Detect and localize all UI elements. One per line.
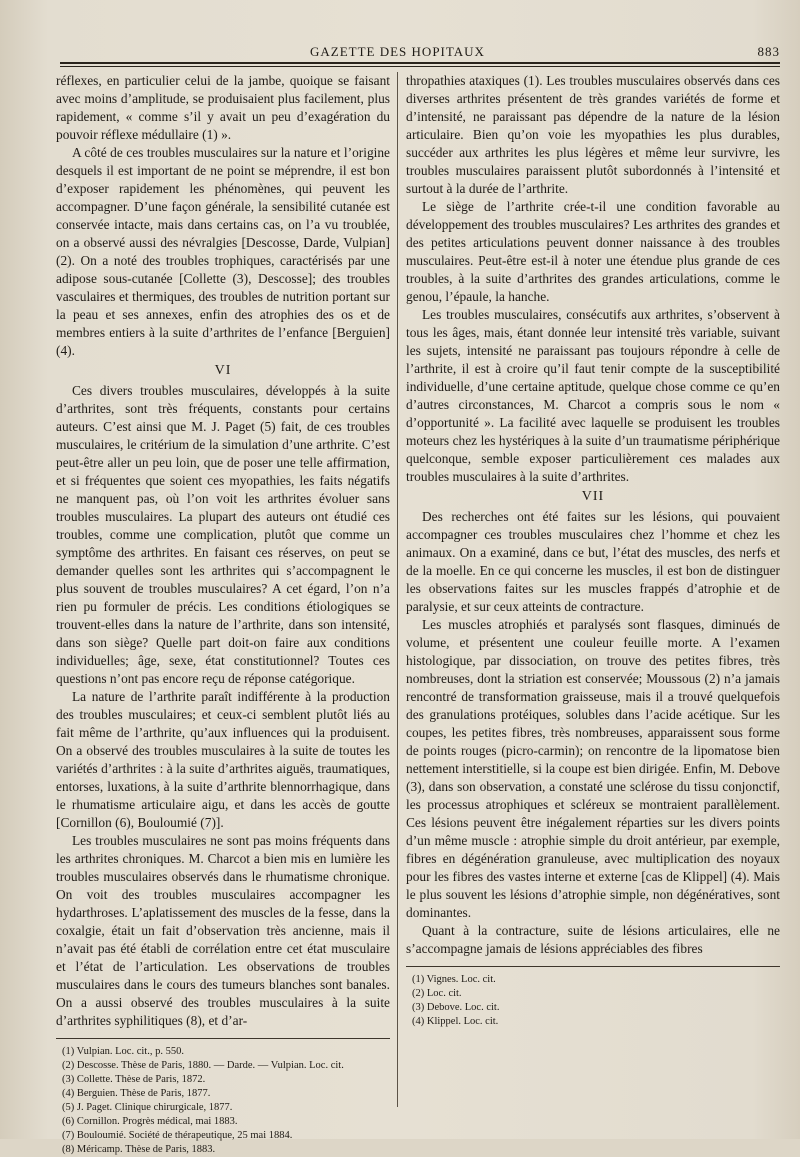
footnote: (3) Debove. Loc. cit. [412,1002,500,1013]
header-rule-thin [60,66,780,67]
paragraph: Les troubles musculaires, consécutifs aux arthrites, s’observent à tous les âges, mais, étant donnée leur intensité très variable, suivant les sujets, intensité ne paraissant pas toujours répondre à celle de l’arthrite, il est à croire qu’il faut tenir compte de la susceptibilité individuelle, d’une certaine aptitude, quelque chose comme ce qu’en d’autres circonstances, M. Charcot a compris sous le nom « d’opportunité ». La facilité avec laquelle se produisent les troubles moteurs chez les hystériques à la suite d’un traumatisme périphérique quelconque, semble exposer particulièrement ces malades aux troubles musculaires à la suite d’arthrites. [406,307,780,484]
footnote-rule [56,1038,390,1039]
footnotes [56,1045,390,1157]
left-column [56,72,390,1157]
footnote: (1) Vignes. Loc. cit. [412,974,496,985]
footnote: (4) Berguien. Thèse de Paris, 1877. [62,1088,211,1099]
running-header [60,44,780,62]
section-heading: VI [214,363,232,378]
footnote: (2) Descosse. Thèse de Paris, 1880. — Darde. — Vulpian. Loc. cit. [62,1060,344,1071]
paragraph: réflexes, en particulier celui de la jambe, quoique se faisant avec moins d’amplitude, se produisaient plus facilement, plus rapidement, « comme s’il y avait un peu d’exagération du pouvoir réflexe médullaire (1) ». [56,73,390,142]
paragraph: La nature de l’arthrite paraît indifférente à la production des troubles musculaires; et ceux-ci semblent plutôt liés au fait même de l’arthrite, qu’aux influences qui la produisent. On a observé des troubles musculaires à la suite de toutes les variétés d’arthrites : à la suite d’arthrites aiguës, traumatiques, entorses, luxations, à la suite d’arthrite blennorrhagique, dans le rhumatisme articulaire aigu, et dans les accès de goutte [Cornillon (6), Bouloumié (7)]. [56,689,390,830]
column-divider [397,72,398,1107]
footnote: (6) Cornillon. Progrès médical, mai 1883. [62,1116,238,1127]
page-number: 883 [757,44,780,59]
footnote: (8) Méricamp. Thèse de Paris, 1883. [62,1144,216,1155]
header-rule [60,62,780,64]
paragraph: thropathies ataxiques (1). Les troubles musculaires observés dans ces diverses arthrites présentent de très grandes variétés de forme et d’intensité, ne paraissant pas dépendre de la nature de la lésion articulaire. Bien qu’on voie les myopathies les plus durables, succéder aux arthrites les plus légères et même leur survivre, les troubles musculaires paraissent plutôt subordonnés à l’intensité et surtout à la durée de l’arthrite. [406,73,780,196]
journal-title: GAZETTE DES HOPITAUX [310,44,485,59]
paragraph: Ces divers troubles musculaires, développés à la suite d’arthrites, sont très fréquents, constants pour certains auteurs. C’est ainsi que M. J. Paget (5) fait, de ces troubles musculaires, le critérium de la simulation d’une arthrite. C’est peut-être aller un peu loin, que de poser une telle affirmation, et si fréquentes que soient ces myopathies, les faits négatifs ne manquent pas, où l’on voit les arthrites évoluer sans troubles musculaires. La plupart des auteurs ont étudié ces troubles, comme une complication, plutôt que comme un symptôme des arthrites. En faisant ces réserves, on peut se demander quelles sont les arthrites qui s’accompagnent le plus souvent de troubles musculaires? A cet égard, l’on n’a rien pu formuler de précis. Les conditions étiologiques se trouvent-elles dans la nature de l’arthrite, dans son intensité, dans son siège? Quelle part doit-on faire aux conditions individuelles; âge, sexe, état constitutionnel? Toutes ces questions n’ont pas encore reçu de réponse catégorique. [56,383,390,686]
footnote: (7) Bouloumié. Société de thérapeutique, 25 mai 1884. [62,1130,293,1141]
paragraph: Quant à la contracture, suite de lésions articulaires, elle ne s’accompagne jamais de lésions appréciables des fibres [406,923,780,956]
footnote-rule [406,966,780,967]
footnotes [406,973,780,1029]
footnote: (1) Vulpian. Loc. cit., p. 550. [62,1046,184,1057]
right-column [406,72,780,1029]
footnote: (3) Collette. Thèse de Paris, 1872. [62,1074,206,1085]
paragraph: A côté de ces troubles musculaires sur la nature et l’origine desquels il est important de ne point se méprendre, il est bon d’exposer rapidement les phénomènes, qui peuvent les accompagner. D’une façon générale, la sensibilité cutanée est conservée intacte, mais dans certains cas, on l’a vu troublée, on a observé aussi des névralgies [Descosse, Darde, Vulpian] (2). On a noté des troubles trophiques, caractérisés par une adipose sous-cutanée [Collette (3), Descosse]; des troubles vasculaires et thermiques, des troubles de nutrition portant sur la peau et ses annexes, enfin des atrophies des os et de membres entiers à la suite d’arthrites de l’enfance [Berguien] (4). [56,145,390,358]
footnote: (5) J. Paget. Clinique chirurgicale, 1877. [62,1102,233,1113]
paragraph: Des recherches ont été faites sur les lésions, qui pouvaient accompagner ces troubles musculaires chez l’homme et chez les animaux. On a examiné, dans ce but, l’état des muscles, des nerfs et de la moelle. En ce qui concerne les muscles, il est bon de distinguer les observations faites sur les muscles frappés d’atrophie et de paralysie, et sur ceux atteints de contracture. [406,509,780,614]
paragraph: Le siège de l’arthrite crée-t-il une condition favorable au développement des troubles musculaires? Les arthrites des grandes et des petites articulations peuvent donner naissance à des troubles musculaires. Peut-être est-il à noter une étendue plus grande de ces troubles, à la suite d’arthrites des grandes articulations, comme le genou, l’épaule, la hanche. [406,199,780,304]
footnote: (2) Loc. cit. [412,988,462,999]
footnote: (4) Klippel. Loc. cit. [412,1016,499,1027]
paragraph: Les muscles atrophiés et paralysés sont flasques, diminués de volume, et présentent une couleur feuille morte. A l’examen histologique, par dissociation, on trouve des petites fibres, très nombreuses, dont la striation est conservée; Moussous (2) n’a jamais rencontré de transformation graisseuse, mais il a trouvé quelquefois des granulations protéiques, solubles dans l’acide acétique. Sur les coupes, les petites fibres, très nombreuses, apparaissent sous forme de points rouges (picro-carmin); on rencontre de la lipomatose bien nettement interstitielle, si la coupe est bien dirigée. Enfin, M. Debove (3), dans son observation, a constaté une sclérose du tissu conjonctif, les processus atrophiques et scléreux se montraient parallèlement. Ces lésions peuvent être inégalement réparties sur les divers points d’un même muscle : atrophie simple du droit antérieur, par exemple, fibres en dégénération granuleuse, avec multiplication des noyaux pour les fibres des vastes interne et externe [cas de Klippel] (4). Mais le plus souvent les lésions d’atrophie simple, non dégénératives, sont dominantes. [406,617,780,920]
paragraph: Les troubles musculaires ne sont pas moins fréquents dans les arthrites chroniques. M. Charcot a bien mis en lumière les troubles musculaires observés dans le rhumatisme chronique. On voit des troubles musculaires accompagner les hydarthroses. L’aplatissement des muscles de la fesse, dans la coxalgie, était un fait d’observation très ancienne, mais il n’avait pas été établi de corrélation entre cet état musculaire et l’état de l’articulation. Les observations de troubles musculaires dans le cours des tumeurs blanches sont banales. On a aussi observé des troubles musculaires à la suite d’arthrites syphilitiques (8), et d’ar- [56,833,390,1028]
section-heading: VII [581,489,605,504]
